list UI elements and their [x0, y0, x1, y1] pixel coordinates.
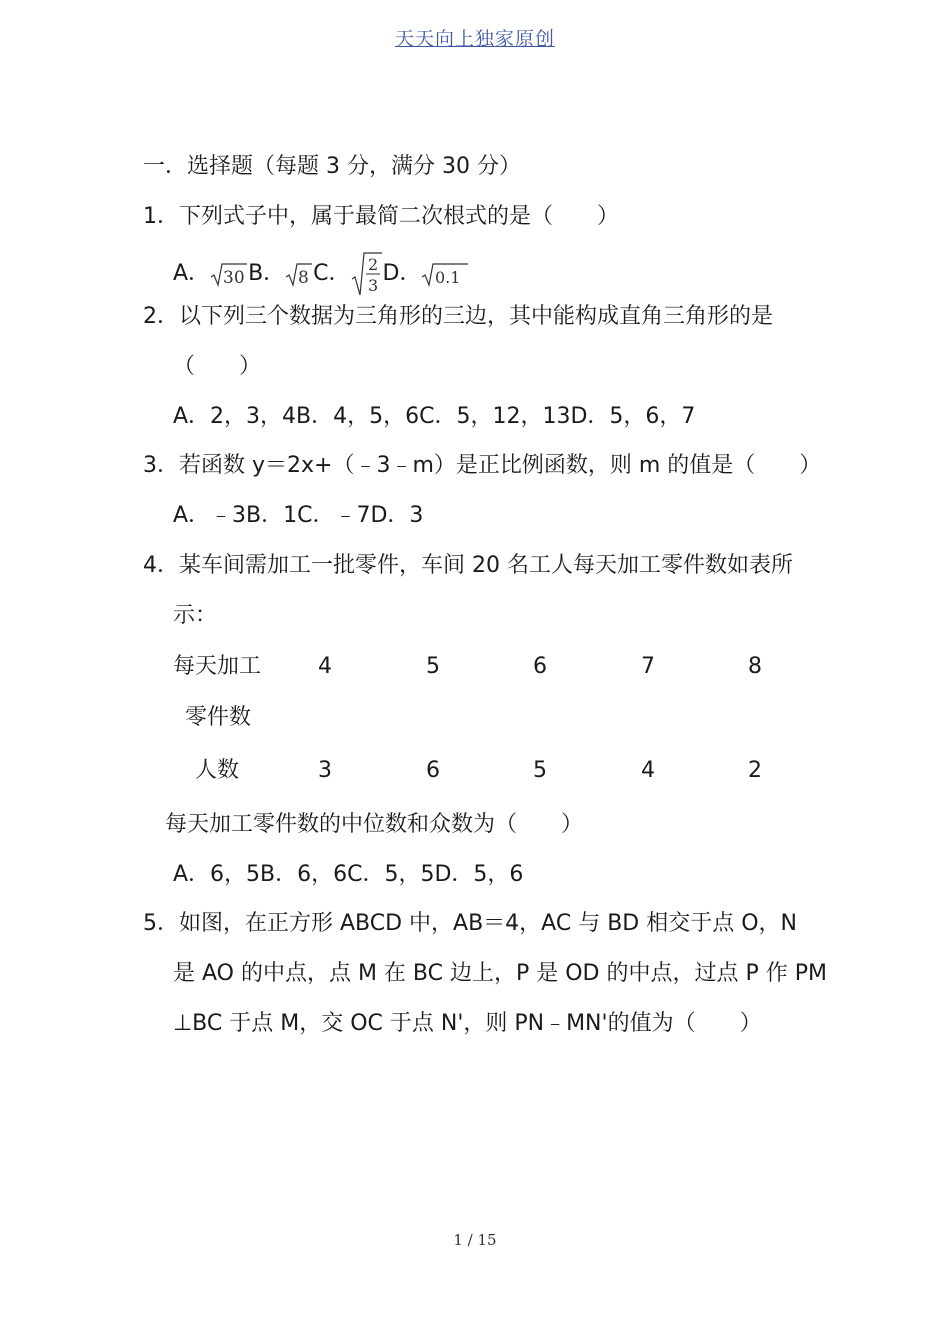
- sqrt-0.1-formula: [421, 260, 469, 288]
- sqrt-8-formula: [285, 260, 313, 288]
- question-1-options: [173, 252, 469, 296]
- question-4-stem-cont: 示：: [173, 603, 218, 628]
- table-cell: 5: [426, 654, 440, 679]
- table-cell: 7: [641, 654, 655, 679]
- question-2-paren: （ ）: [173, 354, 262, 379]
- sqrt-30-value: 30: [223, 268, 245, 288]
- page-number: 1 / 15: [453, 1231, 497, 1249]
- table-cell: 4: [641, 758, 655, 783]
- question-3-stem: 3．若函数 y＝2x+（﹣3﹣m）是正比例函数，则 m 的值是（ ）: [143, 453, 822, 478]
- option-b-label: B．: [248, 261, 286, 286]
- table-row1-label-b: 零件数: [185, 705, 252, 730]
- sqrt-30-formula: [210, 260, 248, 288]
- header-title[interactable]: 天天向上独家原创: [394, 28, 555, 50]
- fraction-denominator: 3: [367, 276, 378, 295]
- question-4-stem: 4．某车间需加工一批零件，车间 20 名工人每天加工零件数如表所: [143, 553, 793, 578]
- question-3-options: A．﹣3B．1C．﹣7D．3: [173, 503, 424, 528]
- option-d-label: D．: [382, 261, 422, 286]
- table-cell: 3: [318, 758, 332, 783]
- fraction-numerator: 2: [367, 255, 378, 274]
- option-a-label: A．: [173, 261, 211, 286]
- table-cell: 6: [426, 758, 440, 783]
- table-cell: 2: [748, 758, 762, 783]
- question-2-options: A．2，3，4B．4，5，6C．5，12，13D．5，6，7: [173, 404, 696, 429]
- table-cell: 6: [533, 654, 547, 679]
- table-row1-label-a: 每天加工: [173, 654, 262, 679]
- table-row2-label: 人数: [195, 758, 240, 783]
- table-cell: 5: [533, 758, 547, 783]
- question-5-line2: 是 AO 的中点，点 M 在 BC 边上，P 是 OD 的中点，过点 P 作 PM: [173, 961, 827, 986]
- question-5-line3: ⊥BC 于点 M，交 OC 于点 N'，则 PN﹣MN'的值为（ ）: [173, 1011, 762, 1036]
- sqrt-8-value: 8: [298, 268, 309, 288]
- option-c-label: C．: [313, 261, 351, 286]
- question-2-stem: 2．以下列三个数据为三角形的三边，其中能构成直角三角形的是: [143, 304, 773, 329]
- question-4-options: A．6，5B．6，6C．5，5D．5，6: [173, 862, 524, 887]
- question-1-stem: 1．下列式子中，属于最简二次根式的是（ ）: [143, 204, 619, 229]
- sqrt-fraction-formula: [351, 251, 383, 297]
- sqrt-0.1-value: 0.1: [435, 268, 461, 287]
- question-4-question: 每天加工零件数的中位数和众数为（ ）: [165, 812, 584, 837]
- table-cell: 4: [318, 654, 332, 679]
- table-cell: 8: [748, 654, 762, 679]
- section-heading: 一．选择题（每题 3 分，满分 30 分）: [143, 154, 521, 179]
- question-5-line1: 5．如图，在正方形 ABCD 中，AB＝4，AC 与 BD 相交于点 O，N: [143, 911, 797, 936]
